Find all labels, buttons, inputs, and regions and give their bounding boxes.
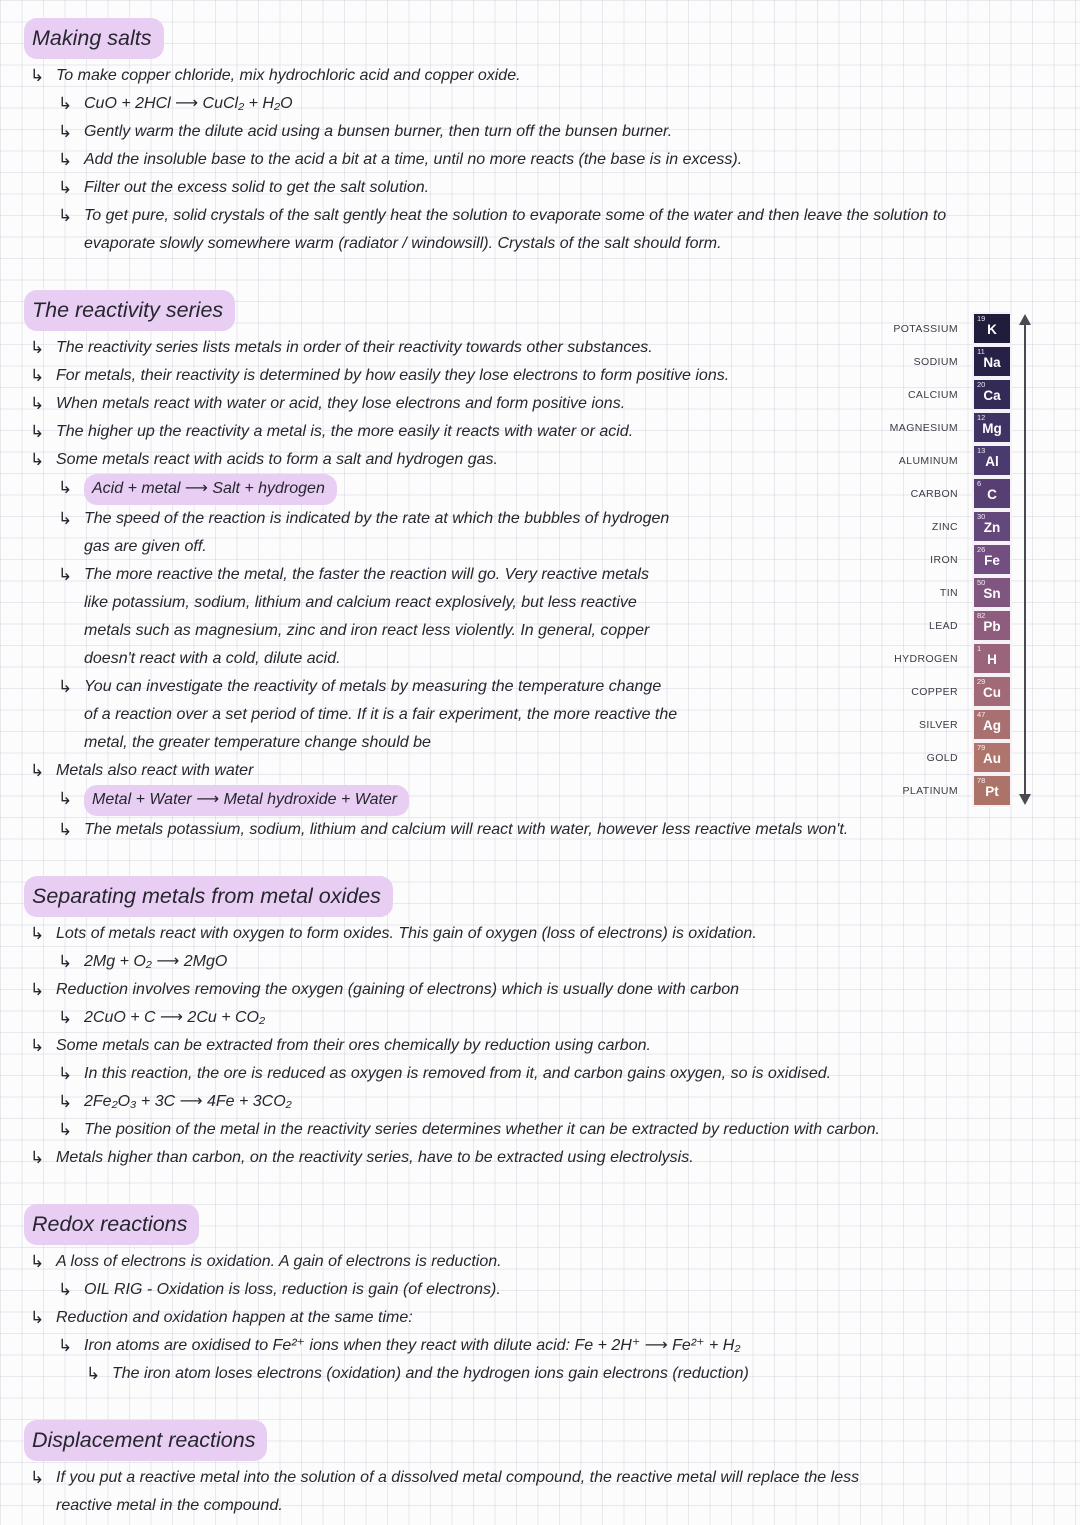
note-line-text: To make copper chloride, mix hydrochloric acid and copper oxide. <box>56 67 521 84</box>
note-line-text: 2Mg + O₂ ⟶ 2MgO <box>84 953 228 970</box>
note-line-text: Displacement reactions <box>24 1420 267 1461</box>
branch-arrow-icon: ↳ <box>58 206 73 225</box>
note-line <box>22 948 1072 976</box>
element-cell <box>972 741 1012 774</box>
note-line <box>22 1032 1072 1060</box>
note-line <box>22 146 1072 174</box>
note-line-text: reactive metal in the compound. <box>56 1497 283 1514</box>
note-line-text: Reduction and oxidation happen at the same time: <box>56 1309 413 1326</box>
element-row-potassium <box>850 312 1012 345</box>
note-line <box>22 1276 1072 1304</box>
note-line <box>22 202 1072 230</box>
branch-arrow-icon: ↳ <box>58 1008 73 1027</box>
element-row-hydrogen <box>850 642 1012 675</box>
element-name: SILVER <box>919 718 958 731</box>
branch-arrow-icon: ↳ <box>58 1064 73 1083</box>
atomic-number: 78 <box>977 776 986 785</box>
branch-arrow-icon: ↳ <box>86 1364 101 1383</box>
branch-arrow-icon: ↳ <box>30 1252 45 1271</box>
branch-arrow-icon: ↳ <box>58 1120 73 1139</box>
branch-arrow-icon: ↳ <box>30 1308 45 1327</box>
branch-arrow-icon: ↳ <box>58 122 73 141</box>
atomic-number: 11 <box>977 347 985 356</box>
note-line <box>22 1144 1072 1172</box>
section-making-salts <box>22 18 1072 258</box>
atomic-number: 30 <box>977 512 986 521</box>
reactivity-series-table <box>850 312 1036 807</box>
element-cell <box>972 543 1012 576</box>
note-line-text: OIL RIG - Oxidation is loss, reduction is gain (of electrons). <box>84 1281 501 1298</box>
element-name: SODIUM <box>913 355 958 368</box>
element-symbol: Au <box>983 751 1001 766</box>
element-name: LEAD <box>928 619 958 632</box>
element-row-aluminum <box>850 444 1012 477</box>
element-cell <box>972 576 1012 609</box>
note-line-text: In this reaction, the ore is reduced as oxygen is removed from it, and carbon gains oxygen, so is oxidised. <box>84 1065 832 1082</box>
section-heading-displacement-reactions <box>22 1420 1072 1461</box>
branch-arrow-icon: ↳ <box>58 789 73 808</box>
element-symbol: Fe <box>984 553 1000 568</box>
note-line-text: The more reactive the metal, the faster the reaction will go. Very reactive metals <box>84 566 649 583</box>
element-row-iron <box>850 543 1012 576</box>
note-line-text: Some metals react with acids to form a salt and hydrogen gas. <box>56 451 498 468</box>
element-name: IRON <box>930 553 958 566</box>
element-cell <box>972 510 1012 543</box>
element-symbol: Pt <box>985 784 999 799</box>
note-line-text: Filter out the excess solid to get the salt solution. <box>84 179 430 196</box>
note-line <box>22 1088 1072 1116</box>
note-line <box>22 920 1072 948</box>
element-name: CARBON <box>910 487 958 500</box>
branch-arrow-icon: ↳ <box>58 677 73 696</box>
note-line-text: The position of the metal in the reactivity series determines whether it can be extracted by reduction with carbon. <box>84 1121 880 1138</box>
branch-arrow-icon: ↳ <box>30 1148 45 1167</box>
note-line <box>22 1060 1072 1088</box>
branch-arrow-icon: ↳ <box>58 1280 73 1299</box>
element-row-zinc <box>850 510 1012 543</box>
note-line-text: The reactivity series lists metals in order of their reactivity towards other substances. <box>56 339 653 356</box>
branch-arrow-icon: ↳ <box>58 150 73 169</box>
element-cell <box>972 411 1012 444</box>
element-cell <box>972 444 1012 477</box>
note-line <box>22 1492 1072 1520</box>
branch-arrow-icon: ↳ <box>58 952 73 971</box>
note-line-text: metals such as magnesium, zinc and iron react less violently. In general, copper <box>84 622 650 639</box>
element-name: COPPER <box>911 685 958 698</box>
branch-arrow-icon: ↳ <box>58 820 73 839</box>
element-row-sodium <box>850 345 1012 378</box>
element-row-copper <box>850 675 1012 708</box>
element-name: ZINC <box>931 520 958 533</box>
note-line <box>22 1248 1072 1276</box>
element-cell <box>972 312 1012 345</box>
atomic-number: 50 <box>977 578 986 587</box>
branch-arrow-icon: ↳ <box>30 66 45 85</box>
atomic-number: 26 <box>977 545 986 554</box>
element-name: GOLD <box>926 751 958 764</box>
atomic-number: 82 <box>977 611 986 620</box>
element-cell <box>972 708 1012 741</box>
section-heading-making-salts <box>22 18 1072 59</box>
note-line-text: Acid + metal ⟶ Salt + hydrogen <box>84 474 337 505</box>
note-line-text: like potassium, sodium, lithium and calcium react explosively, but less reactive <box>84 594 637 611</box>
note-line-text: For metals, their reactivity is determined by how easily they lose electrons to form positive ions. <box>56 367 730 384</box>
reactivity-direction-arrow-icon <box>1016 312 1036 807</box>
note-line <box>22 118 1072 146</box>
element-cell <box>972 675 1012 708</box>
note-line-text: Making salts <box>24 18 164 59</box>
element-cell <box>972 378 1012 411</box>
note-line-text: You can investigate the reactivity of metals by measuring the temperature change <box>84 678 662 695</box>
element-cell <box>972 642 1012 675</box>
note-line <box>22 816 1072 844</box>
note-line-text: Gently warm the dilute acid using a bunsen burner, then turn off the bunsen burner. <box>84 123 673 140</box>
note-line-text: Some metals can be extracted from their ores chemically by reduction using carbon. <box>56 1037 651 1054</box>
element-row-tin <box>850 576 1012 609</box>
note-line <box>22 976 1072 1004</box>
note-line <box>22 1464 1072 1492</box>
note-line <box>22 1004 1072 1032</box>
note-line-text: A loss of electrons is oxidation. A gain of electrons is reduction. <box>56 1253 502 1270</box>
element-symbol: Ca <box>983 388 1001 403</box>
branch-arrow-icon: ↳ <box>58 94 73 113</box>
element-name: TIN <box>939 586 958 599</box>
element-symbol: C <box>987 487 997 502</box>
note-line <box>22 1360 1072 1388</box>
branch-arrow-icon: ↳ <box>30 980 45 999</box>
element-cell <box>972 774 1012 807</box>
atomic-number: 6 <box>977 479 982 488</box>
branch-arrow-icon: ↳ <box>58 478 73 497</box>
element-row-magnesium <box>850 411 1012 444</box>
element-row-lead <box>850 609 1012 642</box>
note-line <box>22 62 1072 90</box>
note-line-text: The speed of the reaction is indicated by the rate at which the bubbles of hydrogen <box>84 510 670 527</box>
section-displacement-reactions <box>22 1420 1072 1520</box>
branch-arrow-icon: ↳ <box>58 1336 73 1355</box>
element-cell <box>972 477 1012 510</box>
branch-arrow-icon: ↳ <box>30 366 45 385</box>
atomic-number: 13 <box>977 446 986 455</box>
note-line-text: Redox reactions <box>24 1204 199 1245</box>
element-row-silver <box>850 708 1012 741</box>
note-line-text: Lots of metals react with oxygen to form oxides. This gain of oxygen (loss of electrons) is oxidation. <box>56 925 757 942</box>
atomic-number: 1 <box>977 644 982 653</box>
atomic-number: 47 <box>977 710 986 719</box>
element-name: CALCIUM <box>907 388 958 401</box>
element-row-calcium <box>850 378 1012 411</box>
branch-arrow-icon: ↳ <box>58 178 73 197</box>
note-line-text: Metal + Water ⟶ Metal hydroxide + Water <box>84 785 409 816</box>
element-name: MAGNESIUM <box>889 421 958 434</box>
section-separating-metals <box>22 876 1072 1172</box>
element-symbol: Al <box>985 454 999 469</box>
note-line <box>22 1304 1072 1332</box>
note-line-text: Iron atoms are oxidised to Fe²⁺ ions when they react with dilute acid: Fe + 2H⁺ ⟶ Fe²⁺ + H₂ <box>84 1337 741 1354</box>
atomic-number: 12 <box>977 413 986 422</box>
atomic-number: 19 <box>977 314 986 323</box>
note-line-text: evaporate slowly somewhere warm (radiator / windowsill). Crystals of the salt should form. <box>84 235 722 252</box>
element-symbol: Zn <box>983 520 1001 535</box>
note-line-text: Separating metals from metal oxides <box>24 876 393 917</box>
note-line-text: Metals higher than carbon, on the reactivity series, have to be extracted using electrolysis. <box>56 1149 694 1166</box>
note-line-text: metal, the greater temperature change should be <box>84 734 431 751</box>
branch-arrow-icon: ↳ <box>30 761 45 780</box>
note-line-text: gas are given off. <box>84 538 207 555</box>
branch-arrow-icon: ↳ <box>58 565 73 584</box>
element-name: HYDROGEN <box>894 652 958 665</box>
atomic-number: 79 <box>977 743 986 752</box>
element-symbol: H <box>987 652 997 667</box>
note-line-text: CuO + 2HCl ⟶ CuCl₂ + H₂O <box>84 95 293 112</box>
note-line-text: doesn't react with a cold, dilute acid. <box>84 650 341 667</box>
note-line-text: 2CuO + C ⟶ 2Cu + CO₂ <box>84 1009 266 1026</box>
note-line-text: The higher up the reactivity a metal is, the more easily it reacts with water or acid. <box>56 423 634 440</box>
section-heading-redox-reactions <box>22 1204 1072 1245</box>
element-symbol: Na <box>983 355 1001 370</box>
note-line-text: Add the insoluble base to the acid a bit at a time, until no more reacts (the base is in excess). <box>84 151 743 168</box>
branch-arrow-icon: ↳ <box>30 450 45 469</box>
element-cell <box>972 345 1012 378</box>
section-heading-separating-metals <box>22 876 1072 917</box>
note-line-text: To get pure, solid crystals of the salt gently heat the solution to evaporate some of the water and then leave the solution to <box>84 207 947 224</box>
branch-arrow-icon: ↳ <box>30 1036 45 1055</box>
element-row-platinum <box>850 774 1012 807</box>
element-symbol: Pb <box>983 619 1001 634</box>
note-line-text: If you put a reactive metal into the solution of a dissolved metal compound, the reactive metal will replace the less <box>56 1469 860 1486</box>
element-name: ALUMINUM <box>898 454 958 467</box>
note-line <box>22 174 1072 202</box>
branch-arrow-icon: ↳ <box>58 1092 73 1111</box>
note-line <box>22 1332 1072 1360</box>
element-symbol: Ag <box>983 718 1001 733</box>
element-name: POTASSIUM <box>893 322 958 335</box>
branch-arrow-icon: ↳ <box>30 394 45 413</box>
atomic-number: 20 <box>977 380 986 389</box>
note-line <box>22 230 1072 258</box>
element-symbol: Sn <box>983 586 1001 601</box>
atomic-number: 29 <box>977 677 986 686</box>
note-line <box>22 90 1072 118</box>
note-line-text: When metals react with water or acid, they lose electrons and form positive ions. <box>56 395 626 412</box>
element-symbol: K <box>987 322 997 337</box>
element-symbol: Mg <box>982 421 1002 436</box>
branch-arrow-icon: ↳ <box>30 338 45 357</box>
section-redox-reactions <box>22 1204 1072 1388</box>
note-line-text: The reactivity series <box>24 290 235 331</box>
branch-arrow-icon: ↳ <box>30 1468 45 1487</box>
element-row-gold <box>850 741 1012 774</box>
branch-arrow-icon: ↳ <box>30 924 45 943</box>
element-row-carbon <box>850 477 1012 510</box>
element-symbol: Cu <box>983 685 1001 700</box>
branch-arrow-icon: ↳ <box>30 422 45 441</box>
element-name: PLATINUM <box>902 784 958 797</box>
note-line <box>22 1116 1072 1144</box>
element-cell <box>972 609 1012 642</box>
note-line-text: Metals also react with water <box>56 762 254 779</box>
branch-arrow-icon: ↳ <box>58 509 73 528</box>
note-line-text: 2Fe₂O₃ + 3C ⟶ 4Fe + 3CO₂ <box>84 1093 292 1110</box>
reactivity-series-rows <box>850 312 1012 807</box>
note-line-text: The iron atom loses electrons (oxidation) and the hydrogen ions gain electrons (reduction) <box>112 1365 749 1382</box>
note-line-text: Reduction involves removing the oxygen (gaining of electrons) which is usually done with carbon <box>56 981 740 998</box>
note-line-text: of a reaction over a set period of time. If it is a fair experiment, the more reactive the <box>84 706 678 723</box>
note-line-text: The metals potassium, sodium, lithium and calcium will react with water, however less reactive metals won't. <box>84 821 849 838</box>
